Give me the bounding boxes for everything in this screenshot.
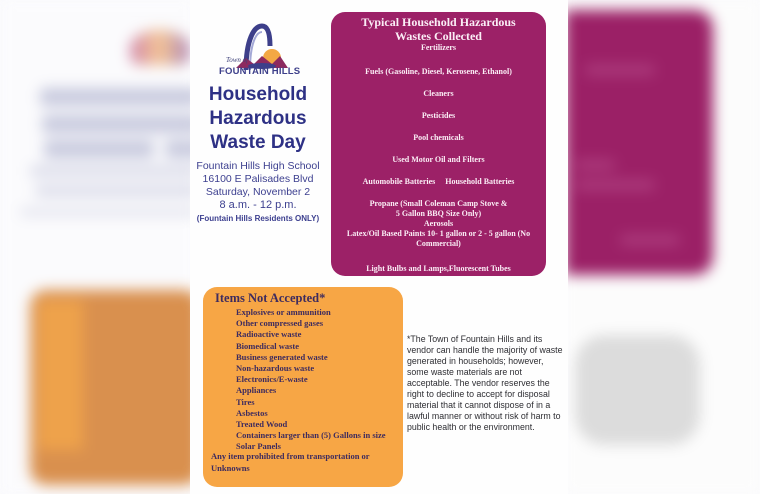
list-item: Appliances: [236, 385, 277, 396]
not-accepted-heading: Items Not Accepted*: [215, 291, 326, 305]
blurred-right-panel: [565, 0, 760, 494]
list-item: Light Bulbs and Lamps,Fluorescent Tubes: [366, 264, 511, 273]
list-item: Used Motor Oil and Filters: [392, 155, 485, 164]
disclaimer-text: *The Town of Fountain Hills and its vendor can handle the majority of waste generated in households; however, some waste materials are not acceptable. The vendor reserves the right to decline to accept for disposal material that it cannot dispose of in a lawful manner or without risk of harm to public health or the environment.: [407, 334, 563, 432]
accepted-wastes-box: [331, 12, 546, 276]
list-item: Commercial): [416, 239, 461, 248]
event-eligibility: (Fountain Hills Residents ONLY): [196, 214, 320, 223]
event-time: 8 a.m. - 12 p.m.: [219, 199, 297, 211]
list-item: Biomedical waste: [236, 340, 300, 351]
list-item: Automobile Batteries Household Batteries: [362, 177, 515, 186]
list-item: Explosives or ammunition: [236, 307, 331, 317]
blurred-left-panel: [0, 0, 195, 494]
list-item: Containers larger than (5) Gallons in size: [236, 430, 386, 441]
list-item: Pool chemicals: [413, 133, 464, 142]
event-title: Household Hazardous Waste Day: [208, 84, 308, 153]
list-item: Pesticides: [421, 111, 456, 120]
list-item: Cleaners: [423, 89, 454, 98]
list-item: Aerosols: [423, 219, 454, 228]
list-item: Treated Wood: [236, 419, 288, 430]
logo-name: FOUNTAIN HILLS: [219, 66, 301, 77]
list-item: Electronics/E-waste: [236, 374, 308, 385]
list-item: Latex/Oil Based Paints 10- 1 gallon or 2 - 5 gallon (No: [346, 229, 531, 238]
list-item: Fuels (Gasoline, Diesel, Kerosene, Ethanol): [365, 67, 512, 76]
list-item: 5 Gallon BBQ Size Only): [395, 209, 482, 218]
event-address: 16100 E Palisades Blvd: [202, 173, 314, 185]
list-item: Fertilizers: [420, 43, 457, 52]
not-accepted-box: [203, 287, 403, 487]
list-item: Solar Panels: [236, 441, 281, 452]
list-item: Radioactive waste: [236, 329, 302, 340]
list-item: Non-hazardous waste: [236, 363, 315, 374]
event-location: Fountain Hills High School: [196, 160, 320, 172]
not-accepted-list: [236, 307, 386, 453]
not-accepted-footer: Any item prohibited from transportation or Unknowns: [211, 451, 370, 473]
accepted-heading: Typical Household Hazardous Wastes Collected: [361, 15, 516, 43]
logo-town-of: Town of: [226, 56, 249, 64]
list-item: Asbestos: [236, 407, 268, 418]
list-item: Propane (Small Coleman Camp Stove &: [369, 199, 508, 208]
event-date: Saturday, November 2: [205, 186, 311, 198]
list-item: Business generated waste: [236, 351, 328, 362]
hazardous-waste-flyer: [190, 0, 568, 494]
list-item: Tires: [236, 396, 255, 407]
list-item: Other compressed gases: [236, 318, 324, 329]
event-details: [190, 160, 326, 225]
